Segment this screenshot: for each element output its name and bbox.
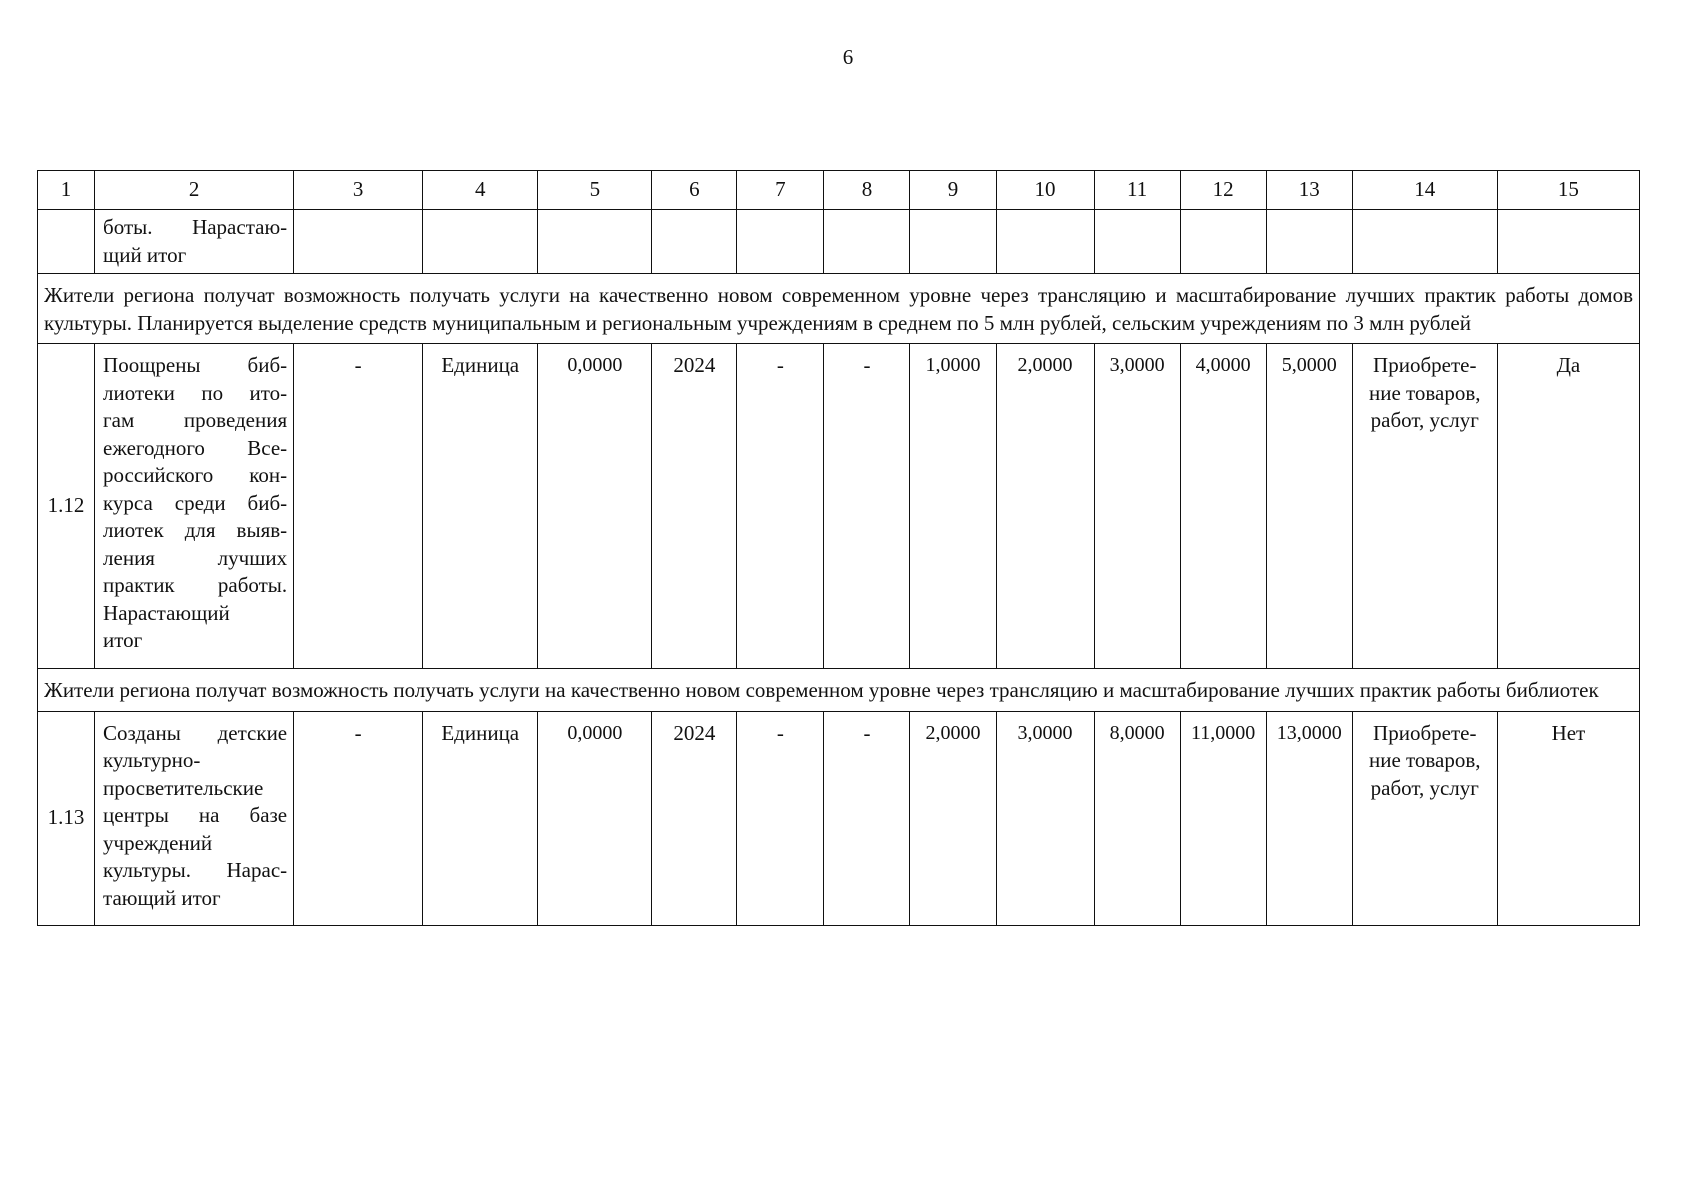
name-line: итог	[103, 628, 143, 652]
unit-cell: Единица	[423, 344, 538, 669]
value-cell: 1,0000	[910, 344, 996, 669]
indicator-name-cell	[95, 344, 294, 669]
base-value-cell: 0,0000	[538, 344, 652, 669]
column-header: 9	[910, 171, 996, 210]
column-header: 12	[1180, 171, 1266, 210]
column-header: 15	[1497, 171, 1639, 210]
table-row-1-13	[38, 711, 1640, 925]
empty-cell	[423, 210, 538, 274]
base-year-cell: 2024	[652, 344, 737, 669]
type-line: ние товаров,	[1368, 380, 1481, 405]
name-line: центры на базе	[103, 803, 288, 827]
name-line: курса среди биб-	[103, 490, 288, 515]
name-line: ления лучших	[103, 545, 288, 570]
empty-cell	[1180, 210, 1266, 274]
column-header: 13	[1266, 171, 1352, 210]
column-header: 1	[38, 171, 95, 210]
source-cell: -	[294, 344, 423, 669]
value-cell: 3,0000	[996, 711, 1094, 925]
name-line: щий итог	[103, 242, 187, 267]
section-row-libraries	[38, 669, 1640, 712]
empty-cell	[1094, 210, 1180, 274]
name-line: лиотеки по ито-	[103, 380, 288, 405]
value-cell: 13,0000	[1266, 711, 1352, 925]
empty-cell	[910, 210, 996, 274]
column-header: 3	[294, 171, 423, 210]
name-line: боты. Нарастаю-	[103, 215, 288, 239]
row-number-cell: 1.13	[38, 711, 95, 925]
empty-cell	[737, 210, 824, 274]
column-header: 5	[538, 171, 652, 210]
column-header: 4	[423, 171, 538, 210]
column-number-row	[38, 171, 1640, 210]
empty-cell	[538, 210, 652, 274]
value-cell: -	[737, 344, 824, 669]
name-line: Созданы детские	[103, 720, 288, 745]
value-cell: -	[824, 711, 910, 925]
value-cell: 5,0000	[1266, 344, 1352, 669]
value-cell: 3,0000	[1094, 344, 1180, 669]
value-cell: 11,0000	[1180, 711, 1266, 925]
value-cell: -	[737, 711, 824, 925]
page-number: 6	[842, 45, 854, 69]
table-row-continued	[38, 210, 1640, 274]
source-cell: -	[294, 711, 423, 925]
value-cell: 2,0000	[996, 344, 1094, 669]
empty-cell	[824, 210, 910, 274]
type-line: работ, услуг	[1370, 408, 1479, 432]
name-line: ежегодного Все-	[103, 435, 288, 460]
empty-cell	[1266, 210, 1352, 274]
result-type-cell	[1352, 711, 1497, 925]
empty-cell	[294, 210, 423, 274]
value-cell: 8,0000	[1094, 711, 1180, 925]
column-header: 10	[996, 171, 1094, 210]
name-line: просветительские	[103, 775, 264, 800]
name-line: лиотек для выяв-	[103, 518, 288, 542]
name-line: тающий итог	[103, 885, 221, 910]
name-line: учреждений	[103, 830, 213, 855]
section-description: Жители региона получат возможность получать услуги на качественно новом современном уровне через трансляцию и масштабирование лучших практик работы библиотек	[38, 669, 1640, 712]
value-cell: 2,0000	[910, 711, 996, 925]
name-line: культуры. Нарас-	[103, 858, 288, 882]
type-line: Приобрете-	[1373, 720, 1477, 745]
type-line: ние товаров,	[1368, 748, 1481, 772]
empty-cell	[1352, 210, 1497, 274]
row-number-cell	[38, 210, 95, 274]
name-line: практик работы.	[103, 573, 288, 597]
column-header: 2	[95, 171, 294, 210]
indicators-table	[37, 170, 1640, 926]
name-line: гам проведения	[103, 408, 288, 432]
column-header: 11	[1094, 171, 1180, 210]
flag-cell: Да	[1497, 344, 1639, 669]
name-line: культурно-	[103, 748, 201, 772]
empty-cell	[996, 210, 1094, 274]
section-row-houses-of-culture	[38, 274, 1640, 344]
result-type-cell	[1352, 344, 1497, 669]
row-number-cell: 1.12	[38, 344, 95, 669]
name-line: Поощрены биб-	[103, 353, 288, 377]
section-description: Жители региона получат возможность получать услуги на качественно новом современном уровне через трансляцию и масштабирование лучших практик работы домов культуры. Планируется выделение средств муниципальным и региональным учреждениям в среднем по 5 млн рублей, сельским учреждениям по 3 млн рублей	[38, 274, 1640, 344]
flag-cell: Нет	[1497, 711, 1639, 925]
base-year-cell: 2024	[652, 711, 737, 925]
type-line: работ, услуг	[1370, 775, 1479, 800]
indicator-name-cell	[95, 210, 294, 274]
column-header: 6	[652, 171, 737, 210]
value-cell: 4,0000	[1180, 344, 1266, 669]
name-line: российского кон-	[103, 463, 288, 487]
column-header: 8	[824, 171, 910, 210]
empty-cell	[652, 210, 737, 274]
unit-cell: Единица	[423, 711, 538, 925]
column-header: 7	[737, 171, 824, 210]
value-cell: -	[824, 344, 910, 669]
base-value-cell: 0,0000	[538, 711, 652, 925]
indicator-name-cell	[95, 711, 294, 925]
name-line: Нарастающий	[103, 600, 230, 625]
empty-cell	[1497, 210, 1639, 274]
type-line: Приобрете-	[1373, 353, 1477, 377]
column-header: 14	[1352, 171, 1497, 210]
table-row-1-12	[38, 344, 1640, 669]
